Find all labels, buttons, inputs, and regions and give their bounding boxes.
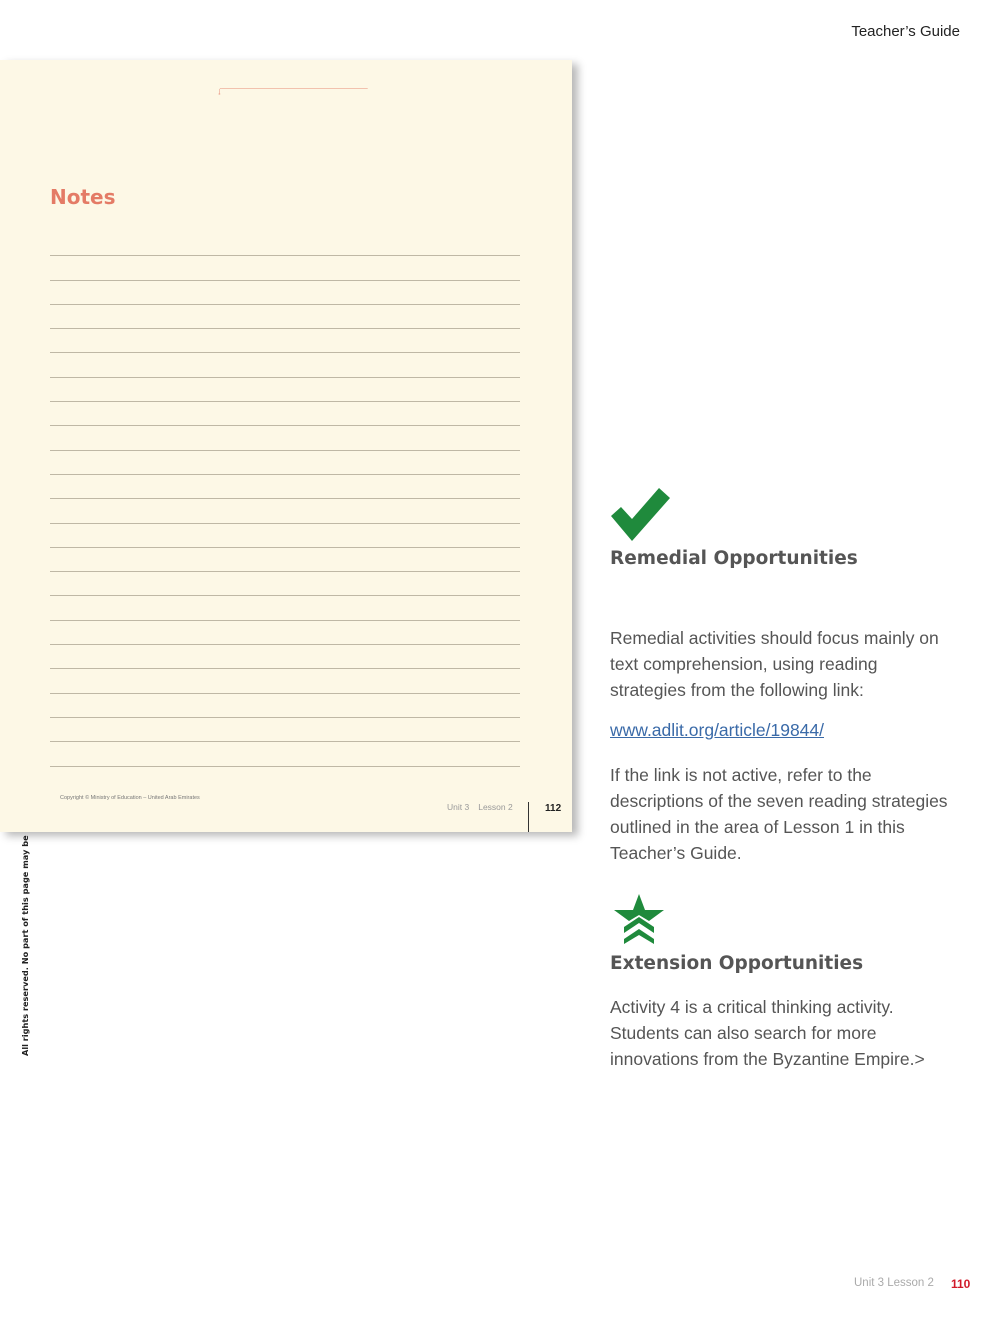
note-line (50, 232, 520, 256)
checkmark-icon (609, 486, 671, 542)
note-line (50, 548, 520, 572)
note-line (50, 402, 520, 426)
student-book-page (0, 60, 572, 832)
footer-divider (528, 802, 529, 832)
extension-heading: Extension Opportunities (610, 953, 864, 974)
note-line (50, 645, 520, 669)
remedial-heading: Remedial Opportunities (610, 548, 858, 569)
note-line (50, 378, 520, 402)
note-line (50, 621, 520, 645)
note-lines (50, 232, 520, 767)
extension-paragraph: Activity 4 is a critical thinking activity. Students can also search for more innovations from the Byzantine Empire.> (610, 997, 925, 1069)
note-line (50, 718, 520, 742)
remedial-fallback-paragraph: If the link is not active, refer to the descriptions of the seven reading strategies outlined in the area of Lesson 1 in this Teacher’s Guide. (610, 765, 948, 863)
page-number: 110 (951, 1277, 971, 1291)
note-line (50, 669, 520, 693)
copyright-notice: Copyright © Ministry of Education – United Arab Emirates (60, 795, 200, 801)
remedial-paragraph: Remedial activities should focus mainly on text comprehension, using reading strategies from the following link: (610, 628, 939, 700)
adlit-link[interactable]: www.adlit.org/article/19844/ (610, 720, 824, 740)
note-line (50, 475, 520, 499)
note-line (50, 742, 520, 766)
note-line (50, 305, 520, 329)
note-line (50, 256, 520, 280)
notes-heading: Notes (50, 185, 116, 209)
student-page-lesson: Lesson 2 (478, 802, 513, 812)
star-chevron-icon (612, 893, 666, 945)
student-page-footer (447, 802, 522, 812)
page-footer-unit-lesson: Unit 3 Lesson 2 (854, 1277, 934, 1289)
note-line (50, 694, 520, 718)
student-page-unit: Unit 3 (447, 802, 470, 812)
note-line (50, 572, 520, 596)
guide-title: Teacher’s Guide (851, 23, 960, 40)
student-page-number: 112 (545, 803, 562, 814)
note-line (50, 499, 520, 523)
notes-rule-decoration (0, 60, 572, 100)
note-line (50, 524, 520, 548)
note-line (50, 426, 520, 450)
note-line (50, 329, 520, 353)
note-line (50, 353, 520, 377)
note-line (50, 451, 520, 475)
note-line (50, 596, 520, 620)
note-line (50, 281, 520, 305)
